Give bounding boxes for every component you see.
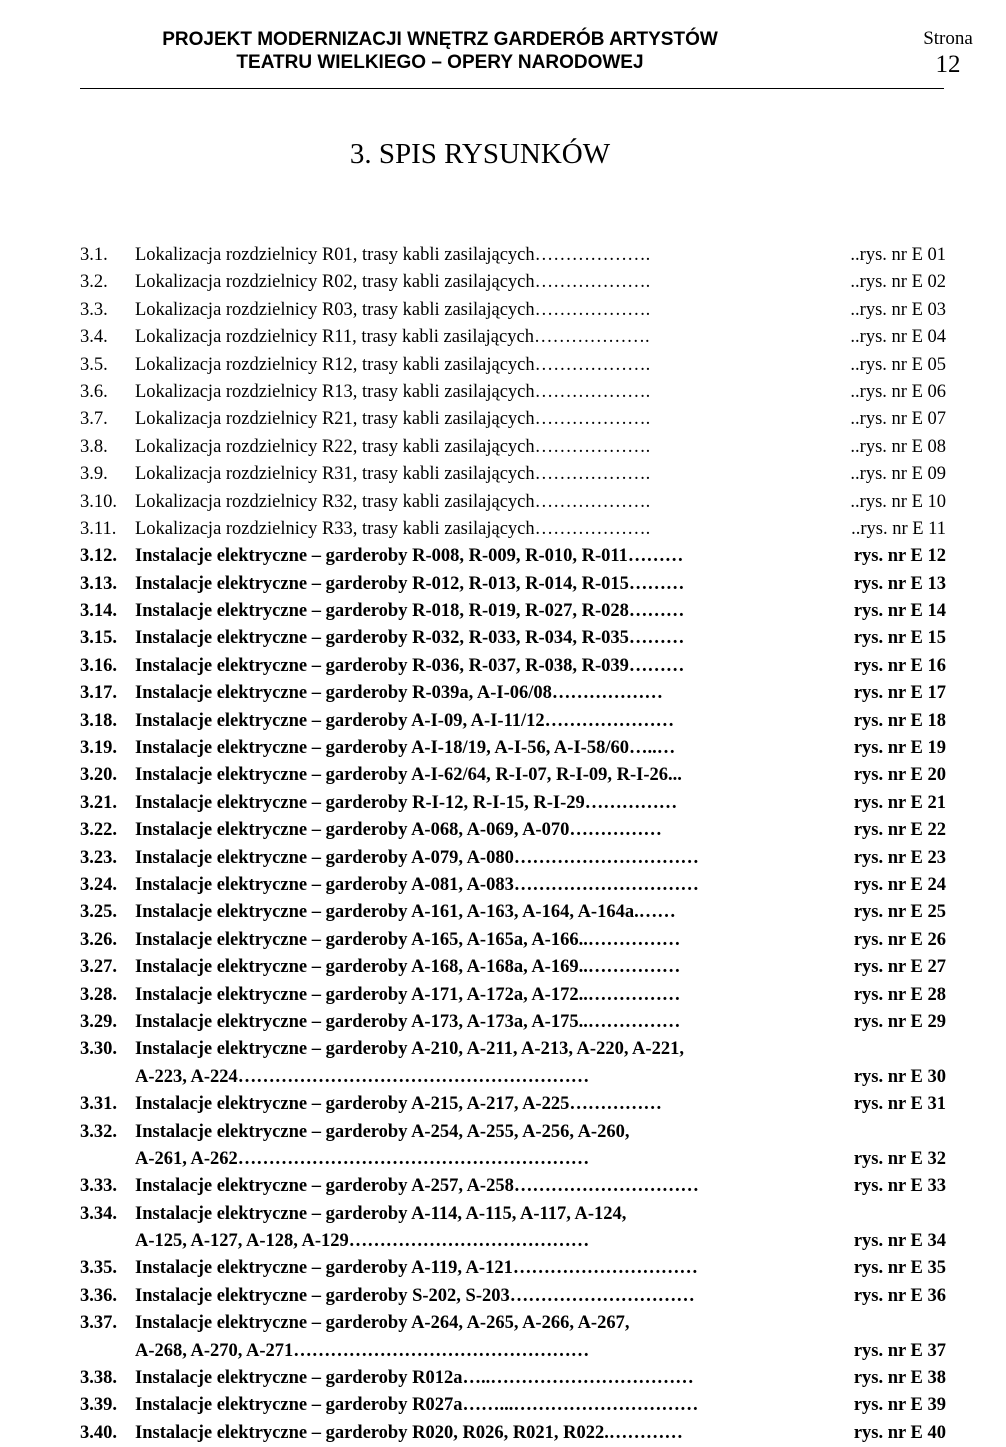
figure-list-item <box>80 489 946 516</box>
item-title: Lokalizacja rozdzielnicy R03, trasy kabli zasilających………………. <box>135 299 651 320</box>
drawing-reference: rys. nr E 28 <box>853 984 946 1005</box>
item-title: A-261, A-262………………………………………………… <box>135 1148 590 1169</box>
item-number: 3.29. <box>80 1011 117 1032</box>
page-number-box <box>890 28 1006 80</box>
item-number: 3.8. <box>80 436 108 457</box>
item-number: 3.11. <box>80 518 117 539</box>
item-number: 3.25. <box>80 902 117 923</box>
figure-list-item <box>80 708 946 735</box>
drawing-reference: rys. nr E 13 <box>853 573 946 594</box>
figure-list-item <box>80 927 946 954</box>
item-number: 3.24. <box>80 874 117 895</box>
figure-list-item <box>80 1365 946 1392</box>
item-title: Instalacje elektryczne – garderoby R020, R026, R021, R022.………… <box>135 1422 683 1443</box>
item-number: 3.19. <box>80 738 117 759</box>
drawing-reference: rys. nr E 24 <box>853 874 946 895</box>
figure-list-item <box>80 625 946 652</box>
drawing-reference: rys. nr E 29 <box>853 1011 946 1032</box>
item-title: Lokalizacja rozdzielnicy R22, trasy kabli zasilających………………. <box>135 436 651 457</box>
drawing-reference: rys. nr E 30 <box>853 1066 946 1087</box>
item-title: Instalacje elektryczne – garderoby A-254, A-255, A-256, A-260, <box>135 1121 630 1142</box>
figure-list-item <box>80 461 946 488</box>
drawing-reference: ..rys. nr E 09 <box>850 464 946 485</box>
item-number: 3.14. <box>80 601 117 622</box>
figure-list-item <box>80 680 946 707</box>
item-title: Instalacje elektryczne – garderoby A-079, A-080………………………… <box>135 847 699 868</box>
figure-list-item <box>80 1392 946 1419</box>
figure-list-item <box>80 653 946 680</box>
item-number: 3.21. <box>80 792 117 813</box>
drawing-reference: ..rys. nr E 02 <box>850 272 946 293</box>
item-title: Instalacje elektryczne – garderoby R027a……...………………………… <box>135 1395 699 1416</box>
item-number: 3.5. <box>80 354 108 375</box>
drawing-reference: rys. nr E 18 <box>853 710 946 731</box>
item-title: Lokalizacja rozdzielnicy R31, trasy kabli zasilających………………. <box>135 464 651 485</box>
item-number: 3.33. <box>80 1176 117 1197</box>
drawing-reference: rys. nr E 32 <box>853 1148 946 1169</box>
figure-list-item <box>80 434 946 461</box>
page-number: 12 <box>935 51 961 78</box>
figure-list-item <box>80 1255 946 1282</box>
item-title: Instalacje elektryczne – garderoby A-215, A-217, A-225…………… <box>135 1094 662 1115</box>
figure-list-item <box>80 1009 946 1036</box>
figure-list-item <box>80 845 946 872</box>
figure-list-item <box>80 324 946 351</box>
item-title: A-125, A-127, A-128, A-129………………………………… <box>135 1231 590 1252</box>
drawing-reference: rys. nr E 33 <box>853 1176 946 1197</box>
figure-list-item <box>80 1201 946 1228</box>
item-title: Lokalizacja rozdzielnicy R01, trasy kabli zasilających………………. <box>135 245 651 265</box>
item-title: Instalacje elektryczne – garderoby A-264, A-265, A-266, A-267, <box>135 1313 630 1334</box>
item-number: 3.22. <box>80 820 117 841</box>
item-title: Instalacje elektryczne – garderoby A-I-62/64, R-I-07, R-I-09, R-I-26... <box>135 765 682 786</box>
item-number: 3.1. <box>80 245 108 265</box>
figure-list-item <box>80 1064 946 1091</box>
item-number: 3.30. <box>80 1039 117 1060</box>
drawing-reference: rys. nr E 26 <box>853 929 946 950</box>
item-title: Instalacje elektryczne – garderoby A-114, A-115, A-117, A-124, <box>135 1203 627 1224</box>
item-number: 3.16. <box>80 655 117 676</box>
item-number: 3.15. <box>80 628 117 649</box>
figure-list-item <box>80 1173 946 1200</box>
item-number: 3.18. <box>80 710 117 731</box>
item-title: Lokalizacja rozdzielnicy R11, trasy kabli zasilających………………. <box>135 327 650 348</box>
item-title: Instalacje elektryczne – garderoby R-008, R-009, R-010, R-011……… <box>135 546 684 567</box>
figure-list-item <box>80 762 946 789</box>
item-title: Instalacje elektryczne – garderoby R012a…..…………………………… <box>135 1368 694 1389</box>
item-title: Instalacje elektryczne – garderoby R-012, R-013, R-014, R-015……… <box>135 573 685 594</box>
item-title: Lokalizacja rozdzielnicy R33, trasy kabli zasilających………………. <box>135 518 651 539</box>
figure-list-item <box>80 735 946 762</box>
drawing-reference: rys. nr E 14 <box>853 601 946 622</box>
header-title <box>80 28 800 74</box>
drawing-reference: rys. nr E 20 <box>853 765 946 786</box>
item-number: 3.2. <box>80 272 108 293</box>
figure-list-item <box>80 1310 946 1337</box>
figure-list-item <box>80 379 946 406</box>
drawing-reference: rys. nr E 39 <box>853 1395 946 1416</box>
item-title: A-268, A-270, A-271………………………………………… <box>135 1340 590 1361</box>
item-title: Lokalizacja rozdzielnicy R02, trasy kabli zasilających………………. <box>135 272 651 293</box>
figure-list-item <box>80 598 946 625</box>
drawing-reference: ..rys. nr E 08 <box>850 436 946 457</box>
drawing-reference: rys. nr E 40 <box>853 1422 946 1443</box>
item-title: Lokalizacja rozdzielnicy R32, trasy kabli zasilających………………. <box>135 491 651 512</box>
item-title: Instalacje elektryczne – garderoby A-I-09, A-I-11/12………………… <box>135 710 675 731</box>
drawing-reference: rys. nr E 36 <box>853 1285 946 1306</box>
drawing-reference: ..rys. nr E 10 <box>850 491 946 512</box>
drawing-reference: ..rys. nr E 05 <box>850 354 946 375</box>
item-number: 3.23. <box>80 847 117 868</box>
figure-list-item <box>80 1146 946 1173</box>
item-title: Instalacje elektryczne – garderoby R-I-12, R-I-15, R-I-29…………… <box>135 792 678 813</box>
item-title: Instalacje elektryczne – garderoby R-018, R-019, R-027, R-028……… <box>135 601 685 622</box>
figure-list-item <box>80 516 946 543</box>
drawing-reference: rys. nr E 19 <box>853 738 946 759</box>
figure-list-item <box>80 242 946 269</box>
page-header <box>80 24 973 78</box>
item-number: 3.37. <box>80 1313 117 1334</box>
figure-list-item <box>80 1091 946 1118</box>
drawing-reference: rys. nr E 17 <box>853 683 946 704</box>
item-title: Instalacje elektryczne – garderoby A-257, A-258………………………… <box>135 1176 699 1197</box>
item-number: 3.40. <box>80 1422 117 1443</box>
drawing-reference: rys. nr E 22 <box>853 820 946 841</box>
page-label: Strona <box>923 28 973 49</box>
figure-list-item <box>80 954 946 981</box>
item-title: Instalacje elektryczne – garderoby A-119, A-121………………………… <box>135 1258 698 1279</box>
item-number: 3.17. <box>80 683 117 704</box>
header-divider <box>80 88 944 89</box>
item-number: 3.36. <box>80 1285 117 1306</box>
figure-list-item <box>80 1036 946 1063</box>
figure-list-item <box>80 297 946 324</box>
item-number: 3.7. <box>80 409 108 430</box>
item-title: A-223, A-224………………………………………………… <box>135 1066 590 1087</box>
drawing-reference: rys. nr E 12 <box>853 546 946 567</box>
figure-list-item <box>80 1283 946 1310</box>
item-number: 3.13. <box>80 573 117 594</box>
drawing-reference: rys. nr E 27 <box>853 957 946 978</box>
drawing-reference: rys. nr E 25 <box>853 902 946 923</box>
item-title: Instalacje elektryczne – garderoby A-081, A-083………………………… <box>135 874 699 895</box>
figure-list-item <box>80 1338 946 1365</box>
item-number: 3.12. <box>80 546 117 567</box>
figure-list-item <box>80 571 946 598</box>
item-number: 3.34. <box>80 1203 117 1224</box>
figure-list-item <box>80 543 946 570</box>
item-title: Instalacje elektryczne – garderoby A-165, A-165a, A-166..…………… <box>135 929 681 950</box>
figure-list-item <box>80 1420 946 1447</box>
item-title: Lokalizacja rozdzielnicy R21, trasy kabli zasilających………………. <box>135 409 651 430</box>
figure-list-item <box>80 817 946 844</box>
item-title: Lokalizacja rozdzielnicy R12, trasy kabli zasilających………………. <box>135 354 651 375</box>
item-number: 3.38. <box>80 1368 117 1389</box>
drawing-reference: ..rys. nr E 06 <box>850 381 946 402</box>
item-title: Instalacje elektryczne – garderoby A-173, A-173a, A-175..…………… <box>135 1011 681 1032</box>
item-number: 3.27. <box>80 957 117 978</box>
item-title: Instalacje elektryczne – garderoby R-039a, A-I-06/08……………… <box>135 683 663 704</box>
item-number: 3.20. <box>80 765 117 786</box>
drawing-reference: rys. nr E 31 <box>853 1094 946 1115</box>
item-title: Instalacje elektryczne – garderoby R-032, R-033, R-034, R-035……… <box>135 628 685 649</box>
item-title: Instalacje elektryczne – garderoby S-202, S-203………………………… <box>135 1285 695 1306</box>
item-title: Instalacje elektryczne – garderoby A-171, A-172a, A-172..…………… <box>135 984 681 1005</box>
header-title-line-2: TEATRU WIELKIEGO – OPERY NARODOWEJ <box>236 52 644 73</box>
figure-list-item <box>80 982 946 1009</box>
drawing-reference: rys. nr E 23 <box>853 847 946 868</box>
item-number: 3.26. <box>80 929 117 950</box>
item-title: Lokalizacja rozdzielnicy R13, trasy kabli zasilających………………. <box>135 381 651 402</box>
item-title: Instalacje elektryczne – garderoby A-161, A-163, A-164, A-164a.…… <box>135 902 676 923</box>
drawing-reference: ..rys. nr E 01 <box>850 245 946 265</box>
figure-list <box>80 242 946 1447</box>
drawing-reference: rys. nr E 35 <box>853 1258 946 1279</box>
item-title: Instalacje elektryczne – garderoby A-068, A-069, A-070…………… <box>135 820 662 841</box>
item-title: Instalacje elektryczne – garderoby A-I-18/19, A-I-56, A-I-58/60…..… <box>135 738 676 759</box>
drawing-reference: ..rys. nr E 11 <box>851 518 946 539</box>
item-number: 3.9. <box>80 464 108 485</box>
item-number: 3.10. <box>80 491 117 512</box>
item-number: 3.31. <box>80 1094 117 1115</box>
figure-list-item <box>80 1228 946 1255</box>
drawing-reference: ..rys. nr E 07 <box>850 409 946 430</box>
item-title: Instalacje elektryczne – garderoby R-036, R-037, R-038, R-039……… <box>135 655 685 676</box>
drawing-reference: rys. nr E 37 <box>853 1340 946 1361</box>
figure-list-item <box>80 790 946 817</box>
drawing-reference: rys. nr E 16 <box>853 655 946 676</box>
drawing-reference: rys. nr E 34 <box>853 1231 946 1252</box>
item-title: Instalacje elektryczne – garderoby A-210, A-211, A-213, A-220, A-221, <box>135 1039 684 1060</box>
figure-list-item <box>80 872 946 899</box>
item-number: 3.32. <box>80 1121 117 1142</box>
item-number: 3.35. <box>80 1258 117 1279</box>
drawing-reference: rys. nr E 15 <box>853 628 946 649</box>
figure-list-item <box>80 899 946 926</box>
drawing-reference: rys. nr E 21 <box>853 792 946 813</box>
section-title: 3. SPIS RYSUNKÓW <box>349 138 611 170</box>
figure-list-item <box>80 269 946 296</box>
drawing-reference: ..rys. nr E 03 <box>850 299 946 320</box>
drawing-reference: ..rys. nr E 04 <box>850 327 946 348</box>
item-number: 3.28. <box>80 984 117 1005</box>
item-title: Instalacje elektryczne – garderoby A-168, A-168a, A-169..…………… <box>135 957 681 978</box>
figure-list-item <box>80 406 946 433</box>
item-number: 3.39. <box>80 1395 117 1416</box>
figure-list-item <box>80 1119 946 1146</box>
header-title-line-1: PROJEKT MODERNIZACJI WNĘTRZ GARDERÓB ARTYSTÓW <box>162 29 718 50</box>
figure-list-item <box>80 352 946 379</box>
item-number: 3.4. <box>80 327 108 348</box>
drawing-reference: rys. nr E 38 <box>853 1368 946 1389</box>
item-number: 3.3. <box>80 299 108 320</box>
item-number: 3.6. <box>80 381 108 402</box>
